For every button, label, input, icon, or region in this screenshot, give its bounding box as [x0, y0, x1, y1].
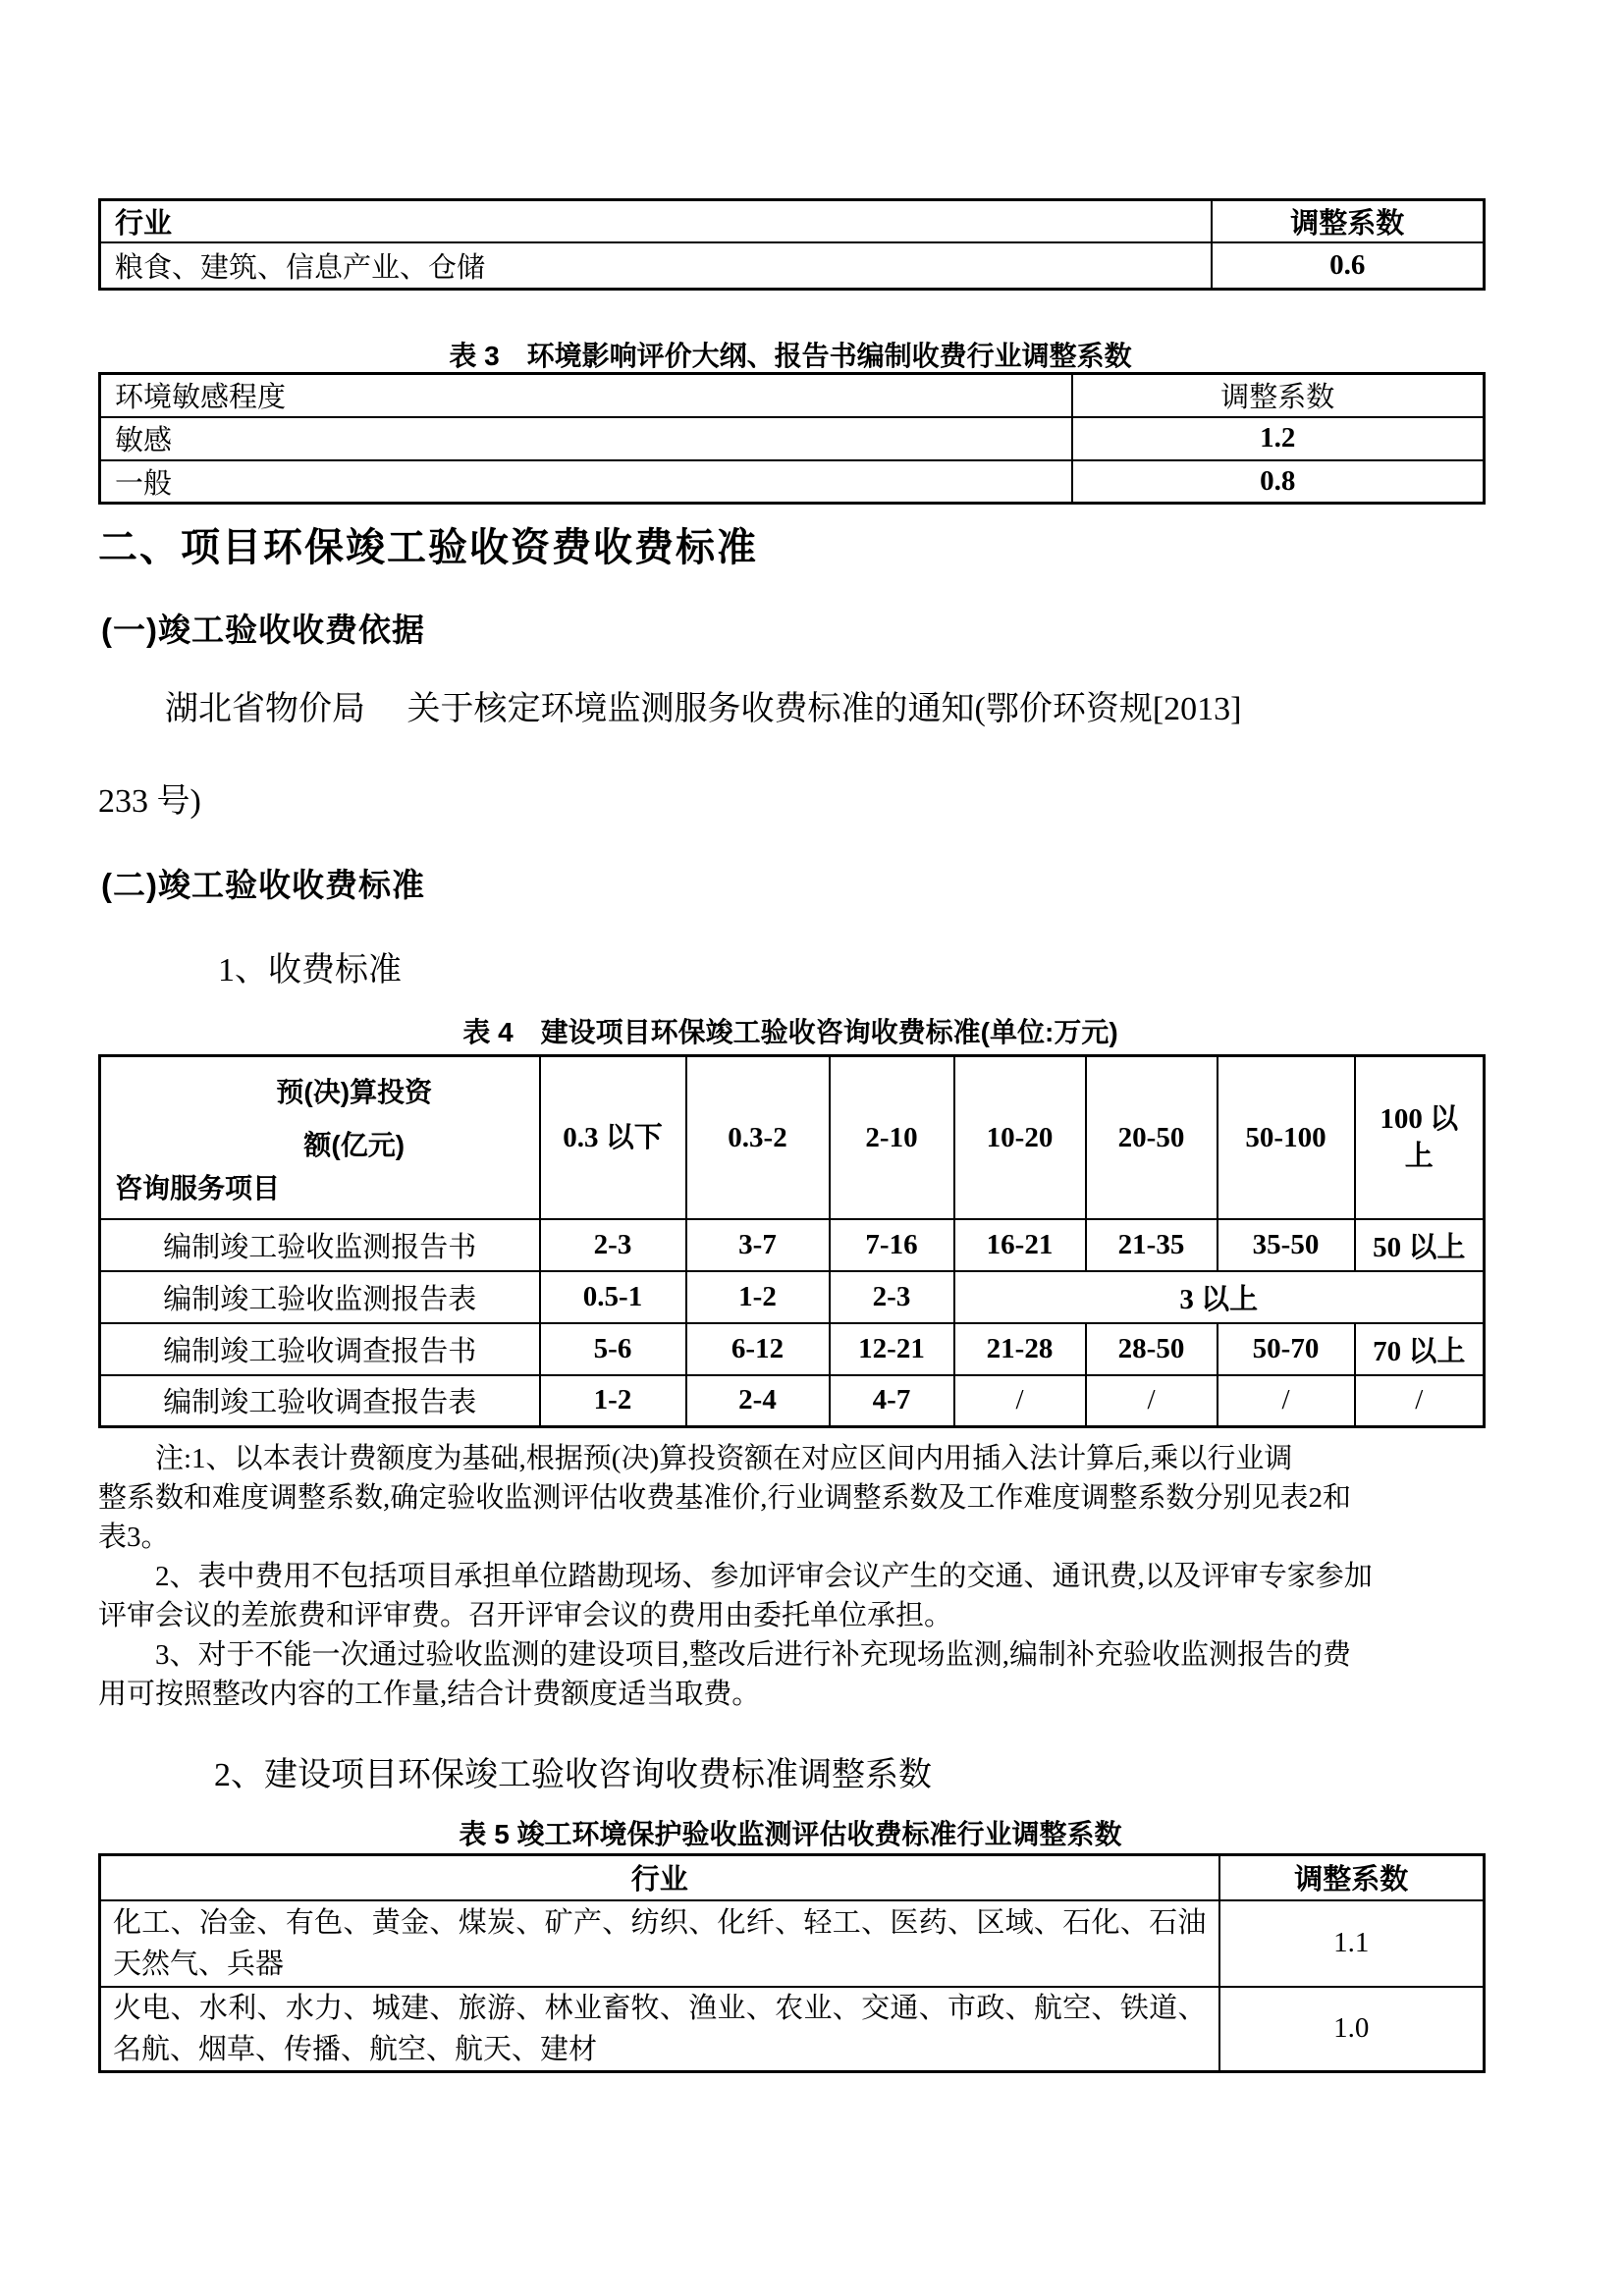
table4-corner-cell: [100, 1056, 540, 1219]
sensitivity-value-cell: 敏感: [100, 417, 1072, 460]
industry-value-cell: 粮食、建筑、信息产业、仓储: [100, 242, 1212, 289]
table4-corner-line2: 额(亿元): [303, 1130, 406, 1160]
fee-value-cell: 35-50: [1218, 1219, 1355, 1271]
table4-caption: 表 4 建设项目环保竣工验收咨询收费标准(单位:万元): [462, 1017, 1118, 1047]
service-label-cell: 编制竣工验收调查报告表: [100, 1375, 540, 1427]
table-header-row: [100, 200, 1485, 243]
column-header: 10-20: [954, 1056, 1086, 1219]
fee-value-cell: 70 以上: [1355, 1323, 1485, 1375]
column-header-line1: 100 以: [1380, 1102, 1459, 1135]
subsection-heading-basis: (一)竣工验收收费依据: [101, 612, 425, 648]
table-row: [100, 1323, 1485, 1375]
industry-adjustment-table: [98, 198, 1486, 291]
fee-value-cell: 5-6: [540, 1323, 686, 1375]
table4-note-line: 用可按照整改内容的工作量,结合计费额度适当取费。: [98, 1679, 761, 1710]
column-header: 20-50: [1086, 1056, 1218, 1219]
basis-paragraph-line1: 湖北省物价局 关于核定环境监测服务收费标准的通知(鄂价环资规[2013]: [165, 691, 1242, 727]
item-heading-coefficients: 2、建设项目环保竣工验收咨询收费标准调整系数: [214, 1757, 932, 1793]
table-row: [100, 1375, 1485, 1427]
fee-value-cell: 50 以上: [1355, 1219, 1485, 1271]
coeff-header-cell: 调整系数: [1212, 200, 1485, 243]
sensitivity-header-cell: 环境敏感程度: [100, 374, 1072, 417]
coeff-value-cell: 0.6: [1212, 242, 1485, 289]
table4-corner-line3: 咨询服务项目: [115, 1172, 281, 1203]
section-heading: 二、项目环保竣工验收资费收费标准: [98, 526, 758, 569]
fee-value-cell: 28-50: [1086, 1323, 1218, 1375]
fee-value-cell: 50-70: [1218, 1323, 1355, 1375]
table-header-row: [100, 1855, 1485, 1900]
service-label-cell: 编制竣工验收监测报告书: [100, 1219, 540, 1271]
fee-value-cell: 0.5-1: [540, 1271, 686, 1323]
table4-note-line: 注:1、以本表计费额度为基础,根据预(决)算投资额在对应区间内用插入法计算后,乘以行业调: [155, 1443, 1293, 1474]
table4-note-line: 评审会议的差旅费和评审费。召开评审会议的费用由委托单位承担。: [98, 1600, 953, 1631]
table5-caption: 表 5 竣工环境保护验收监测评估收费标准行业调整系数: [459, 1819, 1122, 1849]
fee-value-cell: 3-7: [686, 1219, 830, 1271]
fee-value-cell: 12-21: [830, 1323, 954, 1375]
column-header: 0.3 以下: [540, 1056, 686, 1219]
industry-header-cell: 行业: [100, 1855, 1219, 1900]
table4-note-line: 表3。: [98, 1522, 170, 1553]
fee-value-cell: 21-35: [1086, 1219, 1218, 1271]
table4-note-line: 整系数和难度调整系数,确定验收监测评估收费基准价,行业调整系数及工作难度调整系数分别见表2和: [98, 1482, 1352, 1514]
table-row: [100, 1987, 1485, 2072]
table-header-row: [100, 1056, 1485, 1219]
column-header: 0.3-2: [686, 1056, 830, 1219]
service-label-cell: 编制竣工验收调查报告书: [100, 1323, 540, 1375]
fee-value-cell: 2-4: [686, 1375, 830, 1427]
table-header-row: [100, 374, 1485, 417]
table4-note-line: 2、表中费用不包括项目承担单位踏勘现场、参加评审会议产生的交通、通讯费,以及评审专家参加: [155, 1561, 1373, 1592]
column-header: 2-10: [830, 1056, 954, 1219]
table-row: [100, 1219, 1485, 1271]
table3-caption: 表 3 环境影响评价大纲、报告书编制收费行业调整系数: [449, 341, 1132, 371]
table4-note-line: 3、对于不能一次通过验收监测的建设项目,整改后进行补充现场监测,编制补充验收监测报告的费: [155, 1639, 1352, 1671]
table5-industry-coeff-table: [98, 1853, 1486, 2073]
fee-value-cell: 21-28: [954, 1323, 1086, 1375]
table-row: [100, 417, 1485, 460]
service-label-cell: 编制竣工验收监测报告表: [100, 1271, 540, 1323]
column-header-line2: 上: [1404, 1140, 1434, 1172]
fee-value-cell: /: [1218, 1375, 1355, 1427]
table4-fee-table: [98, 1054, 1486, 1428]
fee-value-cell: 1-2: [540, 1375, 686, 1427]
table3-sensitivity-table: [98, 372, 1486, 505]
fee-value-cell: 7-16: [830, 1219, 954, 1271]
fee-value-cell: 4-7: [830, 1375, 954, 1427]
column-header: 50-100: [1218, 1056, 1355, 1219]
fee-value-cell: 2-3: [540, 1219, 686, 1271]
fee-value-cell: 16-21: [954, 1219, 1086, 1271]
industry-header-cell: 行业: [100, 200, 1212, 243]
table4-notes: [98, 1439, 1483, 1714]
item-heading-standard: 1、收费标准: [218, 952, 402, 988]
coeff-value-cell: 1.2: [1072, 417, 1485, 460]
coeff-value-cell: 1.0: [1219, 1987, 1485, 2072]
table-row: [100, 242, 1485, 289]
table-row: [100, 1271, 1485, 1323]
table-row: [100, 460, 1485, 504]
industry-value-cell: 火电、水利、水力、城建、旅游、林业畜牧、渔业、农业、交通、市政、航空、铁道、名航、烟草、传播、航空、航天、建材: [100, 1987, 1219, 2072]
fee-value-cell: 1-2: [686, 1271, 830, 1323]
coeff-header-cell: 调整系数: [1219, 1855, 1485, 1900]
fee-value-merged-cell: 3 以上: [954, 1271, 1485, 1323]
coeff-value-cell: 1.1: [1219, 1900, 1485, 1987]
industry-value-cell: 化工、冶金、有色、黄金、煤炭、矿产、纺织、化纤、轻工、医药、区域、石化、石油天然气、兵器: [100, 1900, 1219, 1987]
fee-value-cell: /: [1086, 1375, 1218, 1427]
fee-value-cell: /: [954, 1375, 1086, 1427]
fee-value-cell: 6-12: [686, 1323, 830, 1375]
coeff-header-cell: 调整系数: [1072, 374, 1485, 417]
table-row: [100, 1900, 1485, 1987]
table4-corner-line1: 预(决)算投资: [276, 1077, 433, 1107]
column-header: [1355, 1056, 1485, 1219]
subsection-heading-standard: (二)竣工验收收费标准: [101, 867, 425, 903]
coeff-value-cell: 0.8: [1072, 460, 1485, 504]
fee-value-cell: /: [1355, 1375, 1485, 1427]
sensitivity-value-cell: 一般: [100, 460, 1072, 504]
fee-value-cell: 2-3: [830, 1271, 954, 1323]
basis-paragraph-line2: 233 号): [98, 783, 201, 820]
